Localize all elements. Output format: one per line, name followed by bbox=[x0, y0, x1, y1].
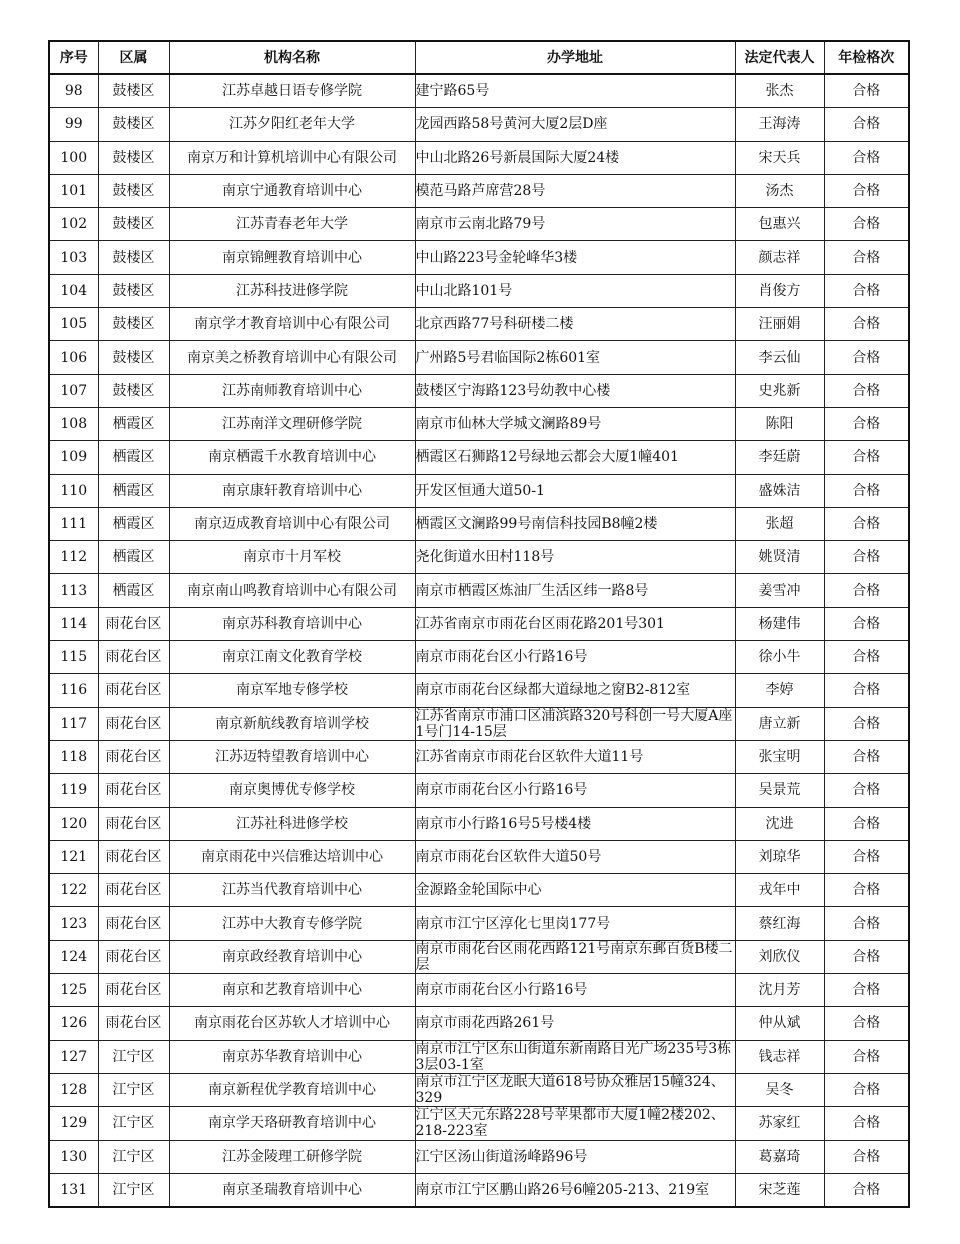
header-inspection-grade: 年检格次 bbox=[824, 41, 909, 74]
cell-inspection-grade: 合格 bbox=[824, 674, 909, 707]
cell-institution-name: 江苏卓越日语专修学院 bbox=[169, 74, 415, 108]
cell-address: 金源路金轮国际中心 bbox=[415, 874, 735, 907]
cell-legal-representative: 李婷 bbox=[735, 674, 824, 707]
cell-district: 雨花台区 bbox=[98, 974, 169, 1007]
cell-address: 江苏省南京市雨花台区雨花路201号301 bbox=[415, 607, 735, 640]
table-row bbox=[49, 774, 909, 807]
cell-legal-representative: 徐小牛 bbox=[735, 641, 824, 674]
cell-legal-representative: 肖俊方 bbox=[735, 274, 824, 307]
table-row bbox=[49, 840, 909, 873]
cell-institution-name: 南京军地专修学校 bbox=[169, 674, 415, 707]
cell-legal-representative: 张超 bbox=[735, 507, 824, 540]
cell-institution-name: 南京江南文化教育学校 bbox=[169, 641, 415, 674]
cell-legal-representative: 宋天兵 bbox=[735, 141, 824, 174]
cell-legal-representative: 苏家红 bbox=[735, 1107, 824, 1140]
cell-legal-representative: 汤杰 bbox=[735, 174, 824, 207]
cell-address: 南京市雨花台区小行路16号 bbox=[415, 774, 735, 807]
cell-institution-name: 江苏金陵理工研修学院 bbox=[169, 1140, 415, 1173]
cell-district: 栖霞区 bbox=[98, 407, 169, 440]
cell-institution-name: 南京新航线教育培训学校 bbox=[169, 707, 415, 740]
header-address: 办学地址 bbox=[415, 41, 735, 74]
cell-inspection-grade: 合格 bbox=[824, 1107, 909, 1140]
cell-serial: 128 bbox=[49, 1073, 98, 1106]
cell-legal-representative: 李廷蔚 bbox=[735, 441, 824, 474]
cell-inspection-grade: 合格 bbox=[824, 174, 909, 207]
cell-district: 雨花台区 bbox=[98, 740, 169, 773]
cell-inspection-grade: 合格 bbox=[824, 141, 909, 174]
cell-institution-name: 南京康轩教育培训中心 bbox=[169, 474, 415, 507]
cell-address: 栖霞区石狮路12号绿地云都会大厦1幢401 bbox=[415, 441, 735, 474]
cell-inspection-grade: 合格 bbox=[824, 840, 909, 873]
cell-inspection-grade: 合格 bbox=[824, 607, 909, 640]
cell-district: 鼓楼区 bbox=[98, 108, 169, 141]
cell-institution-name: 江苏当代教育培训中心 bbox=[169, 874, 415, 907]
cell-district: 江宁区 bbox=[98, 1040, 169, 1073]
cell-address: 江苏省南京市雨花台区软件大道11号 bbox=[415, 740, 735, 773]
cell-address: 南京市雨花台区绿都大道绿地之窗B2-812室 bbox=[415, 674, 735, 707]
table-row bbox=[49, 541, 909, 574]
cell-institution-name: 南京学才教育培训中心有限公司 bbox=[169, 308, 415, 341]
cell-inspection-grade: 合格 bbox=[824, 441, 909, 474]
cell-legal-representative: 沈进 bbox=[735, 807, 824, 840]
cell-serial: 105 bbox=[49, 308, 98, 341]
cell-address: 南京市雨花西路261号 bbox=[415, 1007, 735, 1040]
cell-legal-representative: 盛姝洁 bbox=[735, 474, 824, 507]
cell-district: 雨花台区 bbox=[98, 940, 169, 973]
cell-inspection-grade: 合格 bbox=[824, 208, 909, 241]
cell-serial: 111 bbox=[49, 507, 98, 540]
cell-serial: 107 bbox=[49, 374, 98, 407]
cell-address: 南京市云南北路79号 bbox=[415, 208, 735, 241]
cell-inspection-grade: 合格 bbox=[824, 474, 909, 507]
header-row bbox=[49, 41, 909, 74]
table-row bbox=[49, 1107, 909, 1140]
cell-institution-name: 南京圣瑞教育培训中心 bbox=[169, 1173, 415, 1207]
cell-district: 雨花台区 bbox=[98, 874, 169, 907]
cell-inspection-grade: 合格 bbox=[824, 641, 909, 674]
cell-legal-representative: 葛嘉琦 bbox=[735, 1140, 824, 1173]
cell-district: 雨花台区 bbox=[98, 774, 169, 807]
cell-legal-representative: 刘琼华 bbox=[735, 840, 824, 873]
table-row bbox=[49, 1007, 909, 1040]
cell-inspection-grade: 合格 bbox=[824, 707, 909, 740]
table-body bbox=[49, 74, 909, 1207]
cell-district: 雨花台区 bbox=[98, 641, 169, 674]
cell-district: 鼓楼区 bbox=[98, 308, 169, 341]
cell-address: 中山北路26号新晨国际大厦24楼 bbox=[415, 141, 735, 174]
cell-serial: 123 bbox=[49, 907, 98, 940]
cell-serial: 124 bbox=[49, 940, 98, 973]
cell-legal-representative: 钱志祥 bbox=[735, 1040, 824, 1073]
table-row bbox=[49, 940, 909, 973]
cell-institution-name: 南京苏科教育培训中心 bbox=[169, 607, 415, 640]
cell-inspection-grade: 合格 bbox=[824, 308, 909, 341]
cell-inspection-grade: 合格 bbox=[824, 940, 909, 973]
cell-legal-representative: 陈阳 bbox=[735, 407, 824, 440]
cell-institution-name: 南京和艺教育培训中心 bbox=[169, 974, 415, 1007]
cell-institution-name: 南京政经教育培训中心 bbox=[169, 940, 415, 973]
cell-serial: 125 bbox=[49, 974, 98, 1007]
header-legal-representative: 法定代表人 bbox=[735, 41, 824, 74]
cell-address: 中山北路101号 bbox=[415, 274, 735, 307]
cell-district: 鼓楼区 bbox=[98, 174, 169, 207]
table-row bbox=[49, 441, 909, 474]
cell-institution-name: 江苏南洋文理研修学院 bbox=[169, 407, 415, 440]
cell-legal-representative: 吴景荒 bbox=[735, 774, 824, 807]
cell-address: 南京市栖霞区炼油厂生活区纬一路8号 bbox=[415, 574, 735, 607]
cell-address: 模范马路芦席营28号 bbox=[415, 174, 735, 207]
cell-inspection-grade: 合格 bbox=[824, 108, 909, 141]
table-row bbox=[49, 507, 909, 540]
cell-legal-representative: 唐立新 bbox=[735, 707, 824, 740]
cell-institution-name: 南京锦鲤教育培训中心 bbox=[169, 241, 415, 274]
cell-district: 江宁区 bbox=[98, 1107, 169, 1140]
cell-address: 江苏省南京市浦口区浦滨路320号科创一号大厦A座1号门14-15层 bbox=[415, 707, 735, 740]
cell-serial: 99 bbox=[49, 108, 98, 141]
table-row bbox=[49, 208, 909, 241]
cell-inspection-grade: 合格 bbox=[824, 407, 909, 440]
cell-inspection-grade: 合格 bbox=[824, 541, 909, 574]
table-row bbox=[49, 740, 909, 773]
cell-inspection-grade: 合格 bbox=[824, 341, 909, 374]
cell-institution-name: 江苏科技进修学院 bbox=[169, 274, 415, 307]
cell-legal-representative: 王海涛 bbox=[735, 108, 824, 141]
cell-serial: 121 bbox=[49, 840, 98, 873]
cell-district: 雨花台区 bbox=[98, 674, 169, 707]
cell-legal-representative: 张宝明 bbox=[735, 740, 824, 773]
cell-address: 建宁路65号 bbox=[415, 74, 735, 108]
cell-inspection-grade: 合格 bbox=[824, 874, 909, 907]
cell-inspection-grade: 合格 bbox=[824, 274, 909, 307]
cell-institution-name: 南京苏华教育培训中心 bbox=[169, 1040, 415, 1073]
cell-address: 广州路5号君临国际2栋601室 bbox=[415, 341, 735, 374]
cell-serial: 130 bbox=[49, 1140, 98, 1173]
table-row bbox=[49, 274, 909, 307]
cell-address: 北京西路77号科研楼二楼 bbox=[415, 308, 735, 341]
cell-district: 江宁区 bbox=[98, 1140, 169, 1173]
cell-address: 江宁区汤山街道汤峰路96号 bbox=[415, 1140, 735, 1173]
table-row bbox=[49, 1173, 909, 1207]
cell-address: 南京市雨花台区小行路16号 bbox=[415, 641, 735, 674]
cell-serial: 98 bbox=[49, 74, 98, 108]
cell-district: 雨花台区 bbox=[98, 607, 169, 640]
cell-legal-representative: 戎年中 bbox=[735, 874, 824, 907]
cell-serial: 108 bbox=[49, 407, 98, 440]
cell-institution-name: 南京美之桥教育培训中心有限公司 bbox=[169, 341, 415, 374]
cell-address: 尧化街道水田村118号 bbox=[415, 541, 735, 574]
header-institution-name: 机构名称 bbox=[169, 41, 415, 74]
cell-serial: 106 bbox=[49, 341, 98, 374]
cell-serial: 110 bbox=[49, 474, 98, 507]
table-row bbox=[49, 474, 909, 507]
cell-serial: 119 bbox=[49, 774, 98, 807]
table-row bbox=[49, 241, 909, 274]
cell-legal-representative: 史兆新 bbox=[735, 374, 824, 407]
cell-district: 栖霞区 bbox=[98, 574, 169, 607]
cell-legal-representative: 张杰 bbox=[735, 74, 824, 108]
cell-institution-name: 江苏社科进修学校 bbox=[169, 807, 415, 840]
cell-institution-name: 南京市十月军校 bbox=[169, 541, 415, 574]
cell-institution-name: 南京雨花中兴信雅达培训中心 bbox=[169, 840, 415, 873]
cell-serial: 100 bbox=[49, 141, 98, 174]
cell-address: 鼓楼区宁海路123号幼教中心楼 bbox=[415, 374, 735, 407]
cell-address: 中山路223号金轮峰华3楼 bbox=[415, 241, 735, 274]
cell-serial: 116 bbox=[49, 674, 98, 707]
cell-address: 南京市江宁区东山街道东新南路日光广场235号3栋3层03-1室 bbox=[415, 1040, 735, 1073]
table-row bbox=[49, 1140, 909, 1173]
cell-district: 鼓楼区 bbox=[98, 274, 169, 307]
cell-legal-representative: 蔡红海 bbox=[735, 907, 824, 940]
cell-district: 雨花台区 bbox=[98, 907, 169, 940]
cell-institution-name: 江苏南师教育培训中心 bbox=[169, 374, 415, 407]
cell-district: 雨花台区 bbox=[98, 807, 169, 840]
cell-district: 雨花台区 bbox=[98, 840, 169, 873]
cell-institution-name: 江苏夕阳红老年大学 bbox=[169, 108, 415, 141]
cell-serial: 109 bbox=[49, 441, 98, 474]
table-row bbox=[49, 407, 909, 440]
cell-district: 雨花台区 bbox=[98, 707, 169, 740]
cell-inspection-grade: 合格 bbox=[824, 1007, 909, 1040]
institution-table bbox=[48, 40, 910, 1208]
table-row bbox=[49, 807, 909, 840]
table-row bbox=[49, 174, 909, 207]
cell-serial: 115 bbox=[49, 641, 98, 674]
cell-legal-representative: 李云仙 bbox=[735, 341, 824, 374]
table-row bbox=[49, 907, 909, 940]
header-district: 区属 bbox=[98, 41, 169, 74]
cell-institution-name: 南京奥博优专修学校 bbox=[169, 774, 415, 807]
cell-serial: 127 bbox=[49, 1040, 98, 1073]
cell-legal-representative: 仲从斌 bbox=[735, 1007, 824, 1040]
table-row bbox=[49, 74, 909, 108]
cell-serial: 129 bbox=[49, 1107, 98, 1140]
cell-address: 南京市小行路16号5号楼4楼 bbox=[415, 807, 735, 840]
table-header bbox=[49, 41, 909, 74]
cell-inspection-grade: 合格 bbox=[824, 241, 909, 274]
table-row bbox=[49, 1073, 909, 1106]
cell-legal-representative: 颜志祥 bbox=[735, 241, 824, 274]
cell-address: 江宁区天元东路228号苹果都市大厦1幢2楼202、218-223室 bbox=[415, 1107, 735, 1140]
cell-institution-name: 南京迈成教育培训中心有限公司 bbox=[169, 507, 415, 540]
table-row bbox=[49, 574, 909, 607]
cell-district: 江宁区 bbox=[98, 1073, 169, 1106]
cell-address: 南京市江宁区鹏山路26号6幢205-213、219室 bbox=[415, 1173, 735, 1207]
cell-institution-name: 南京学天珞研教育培训中心 bbox=[169, 1107, 415, 1140]
cell-serial: 117 bbox=[49, 707, 98, 740]
cell-legal-representative: 杨建伟 bbox=[735, 607, 824, 640]
cell-serial: 104 bbox=[49, 274, 98, 307]
cell-legal-representative: 沈月芳 bbox=[735, 974, 824, 1007]
cell-address: 南京市仙林大学城文澜路89号 bbox=[415, 407, 735, 440]
cell-institution-name: 江苏青春老年大学 bbox=[169, 208, 415, 241]
cell-district: 栖霞区 bbox=[98, 441, 169, 474]
cell-legal-representative: 刘欣仪 bbox=[735, 940, 824, 973]
cell-institution-name: 南京万和计算机培训中心有限公司 bbox=[169, 141, 415, 174]
cell-address: 南京市江宁区龙眠大道618号协众雅居15幢324、329 bbox=[415, 1073, 735, 1106]
cell-district: 鼓楼区 bbox=[98, 374, 169, 407]
cell-institution-name: 南京宁通教育培训中心 bbox=[169, 174, 415, 207]
cell-address: 南京市雨花台区雨花西路121号南京东郵百货B楼二层 bbox=[415, 940, 735, 973]
table-row bbox=[49, 607, 909, 640]
cell-legal-representative: 汪丽娟 bbox=[735, 308, 824, 341]
cell-district: 栖霞区 bbox=[98, 507, 169, 540]
cell-district: 雨花台区 bbox=[98, 1007, 169, 1040]
cell-address: 龙园西路58号黄河大厦2层D座 bbox=[415, 108, 735, 141]
cell-serial: 122 bbox=[49, 874, 98, 907]
cell-address: 栖霞区文澜路99号南信科技园B8幢2楼 bbox=[415, 507, 735, 540]
cell-inspection-grade: 合格 bbox=[824, 1040, 909, 1073]
cell-inspection-grade: 合格 bbox=[824, 374, 909, 407]
cell-institution-name: 南京新程优学教育培训中心 bbox=[169, 1073, 415, 1106]
table-row bbox=[49, 341, 909, 374]
cell-address: 开发区恒通大道50-1 bbox=[415, 474, 735, 507]
table-row bbox=[49, 674, 909, 707]
cell-inspection-grade: 合格 bbox=[824, 907, 909, 940]
table-row bbox=[49, 707, 909, 740]
cell-district: 栖霞区 bbox=[98, 541, 169, 574]
header-serial: 序号 bbox=[49, 41, 98, 74]
cell-legal-representative: 姜雪冲 bbox=[735, 574, 824, 607]
cell-institution-name: 南京南山鸣教育培训中心有限公司 bbox=[169, 574, 415, 607]
cell-serial: 131 bbox=[49, 1173, 98, 1207]
table-row bbox=[49, 641, 909, 674]
table-row bbox=[49, 1040, 909, 1073]
cell-address: 南京市江宁区淳化七里岗177号 bbox=[415, 907, 735, 940]
cell-district: 鼓楼区 bbox=[98, 241, 169, 274]
cell-inspection-grade: 合格 bbox=[824, 807, 909, 840]
cell-inspection-grade: 合格 bbox=[824, 774, 909, 807]
cell-address: 南京市雨花台区软件大道50号 bbox=[415, 840, 735, 873]
cell-institution-name: 南京雨花台区苏软人才培训中心 bbox=[169, 1007, 415, 1040]
cell-inspection-grade: 合格 bbox=[824, 1073, 909, 1106]
table-row bbox=[49, 974, 909, 1007]
cell-serial: 120 bbox=[49, 807, 98, 840]
cell-serial: 103 bbox=[49, 241, 98, 274]
cell-serial: 118 bbox=[49, 740, 98, 773]
cell-institution-name: 南京栖霞千水教育培训中心 bbox=[169, 441, 415, 474]
cell-inspection-grade: 合格 bbox=[824, 740, 909, 773]
cell-institution-name: 江苏中大教育专修学院 bbox=[169, 907, 415, 940]
cell-district: 江宁区 bbox=[98, 1173, 169, 1207]
cell-address: 南京市雨花台区小行路16号 bbox=[415, 974, 735, 1007]
cell-district: 栖霞区 bbox=[98, 474, 169, 507]
cell-serial: 101 bbox=[49, 174, 98, 207]
cell-district: 鼓楼区 bbox=[98, 208, 169, 241]
cell-serial: 112 bbox=[49, 541, 98, 574]
cell-district: 鼓楼区 bbox=[98, 141, 169, 174]
table-row bbox=[49, 374, 909, 407]
table-row bbox=[49, 308, 909, 341]
cell-legal-representative: 姚贤清 bbox=[735, 541, 824, 574]
cell-inspection-grade: 合格 bbox=[824, 1173, 909, 1207]
cell-serial: 114 bbox=[49, 607, 98, 640]
cell-inspection-grade: 合格 bbox=[824, 74, 909, 108]
cell-institution-name: 江苏迈特望教育培训中心 bbox=[169, 740, 415, 773]
cell-inspection-grade: 合格 bbox=[824, 1140, 909, 1173]
cell-legal-representative: 宋芝莲 bbox=[735, 1173, 824, 1207]
cell-serial: 102 bbox=[49, 208, 98, 241]
table-row bbox=[49, 874, 909, 907]
cell-inspection-grade: 合格 bbox=[824, 574, 909, 607]
cell-district: 鼓楼区 bbox=[98, 74, 169, 108]
cell-serial: 113 bbox=[49, 574, 98, 607]
table-row bbox=[49, 108, 909, 141]
cell-serial: 126 bbox=[49, 1007, 98, 1040]
cell-district: 鼓楼区 bbox=[98, 341, 169, 374]
cell-inspection-grade: 合格 bbox=[824, 974, 909, 1007]
table-row bbox=[49, 141, 909, 174]
cell-legal-representative: 包惠兴 bbox=[735, 208, 824, 241]
cell-inspection-grade: 合格 bbox=[824, 507, 909, 540]
cell-legal-representative: 吴冬 bbox=[735, 1073, 824, 1106]
